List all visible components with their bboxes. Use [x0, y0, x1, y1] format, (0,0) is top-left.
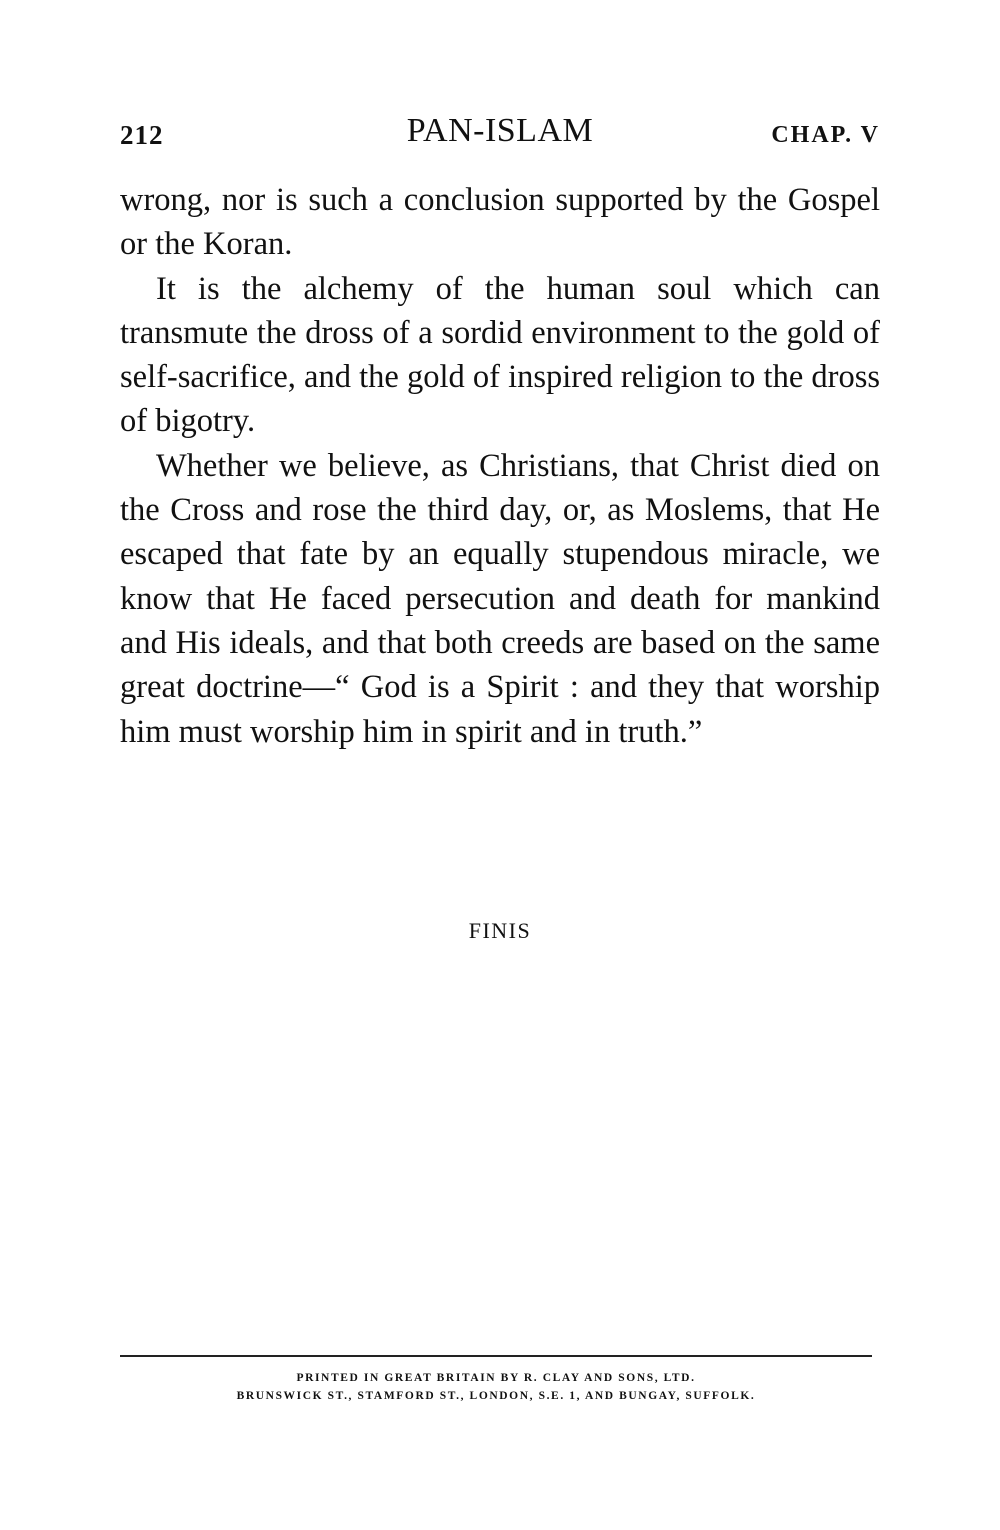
paragraph-closing: Whether we believe, as Christians, that Christ died on the Cross and rose the third day, or, as Moslems, that He escaped that fate by an equally stupendous miracle, we know that He faced persecution and death for mankind and His ideals, and that both creeds are based on the same great doctrine—“ God is a Spirit : and they that worship him must worship him in spirit and in truth.” [120, 447, 880, 750]
imprint-line-address: BRUNSWICK ST., STAMFORD ST., LONDON, S.E. 1, AND BUNGAY, SUFFOLK. [236, 1390, 756, 1402]
body-text [120, 178, 880, 754]
page-number: 212 [120, 120, 164, 150]
running-title: PAN-ISLAM [406, 112, 594, 149]
imprint-divider [120, 1355, 872, 1357]
imprint-line-printer: PRINTED IN GREAT BRITAIN BY R. CLAY AND SONS, LTD. [296, 1372, 696, 1384]
printer-imprint [120, 1355, 872, 1405]
page-header [120, 112, 880, 162]
paragraph-continued: wrong, nor is such a conclusion supported by the Gospel or the Koran. [120, 182, 880, 263]
paragraph-alchemy: It is the alchemy of the human soul which can transmute the dross of a sordid environment to the gold of self-sacrifice, and the gold of inspired religion to the dross of bigotry. [120, 270, 880, 440]
chapter-label: CHAP. V [771, 122, 880, 148]
finis-label: FINIS [468, 918, 532, 943]
